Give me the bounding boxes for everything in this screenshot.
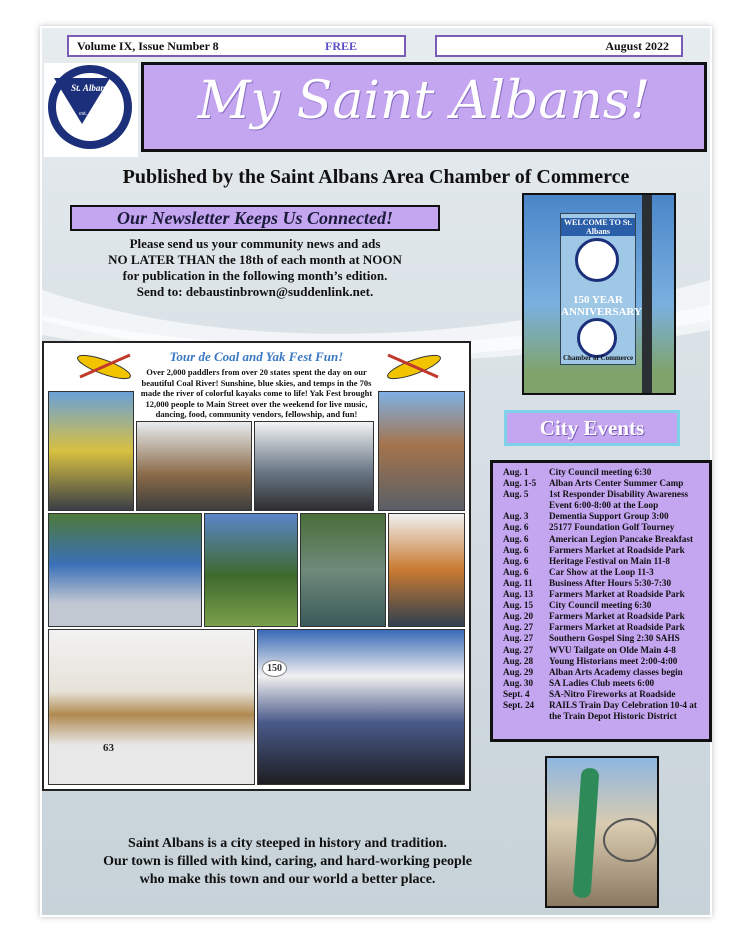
event-date: Aug. 6 [503, 566, 529, 577]
instruction-line-2: NO LATER THAN the 18th of each month at NOON [108, 252, 402, 267]
collage-description: Over 2,000 paddlers from over 20 states spent the day on our beautiful Coal River! Sunshine, blue skies, and temps in the 70s made the river of colorful kayaks come to life! Yak Fest brought 12,000 people to Main Street over the weekend for live music, dancing, food, community vendors, fellowship, and fun! [140, 367, 373, 419]
kayak-icon-left [74, 349, 138, 381]
event-text: Southern Gospel Sing 2:30 SAHS [549, 633, 680, 644]
photo-paddlers-dock [388, 513, 465, 627]
chamber-seal-logo [44, 63, 138, 157]
banner-org: Chamber of Commerce [562, 354, 634, 362]
volume-issue: Volume IX, Issue Number 8 [77, 39, 219, 53]
footer-line-3: who make this town and our world a better place. [139, 872, 436, 887]
masthead-title: My Saint Albans! [197, 71, 651, 131]
event-row [503, 689, 705, 700]
banner-welcome: WELCOME TO St. Albans [561, 218, 635, 236]
event-date: Aug. 5 [503, 489, 529, 500]
event-date: Aug. 1 [503, 467, 529, 477]
event-row [503, 667, 705, 678]
event-row [503, 645, 705, 656]
collage-title: Tour de Coal and Yak Fest Fun! [169, 349, 344, 364]
volume-box [67, 35, 406, 57]
event-row [503, 522, 705, 533]
event-text: Heritage Festival on Main 11-8 [549, 555, 670, 566]
masthead [141, 62, 707, 152]
event-row [503, 589, 705, 600]
event-text: City Council meeting 6:30 [549, 467, 652, 477]
event-row [503, 656, 705, 667]
anniversary-banner [560, 213, 642, 365]
event-date: Aug. 6 [503, 555, 529, 566]
photo-river-kayak [300, 513, 386, 627]
event-text: Farmers Market at Roadside Park [549, 544, 685, 555]
event-text: 25177 Foundation Golf Tourney [549, 522, 675, 533]
event-date: Aug. 27 [503, 644, 534, 655]
event-row [503, 478, 705, 489]
footer-line-2: Our town is filled with kind, caring, and hard-working people [103, 854, 472, 869]
date-box [435, 35, 683, 57]
event-date: Aug. 13 [503, 589, 534, 600]
footer-text [60, 835, 515, 889]
event-text: Dementia Support Group 3:00 [549, 511, 669, 522]
event-row [503, 545, 705, 556]
photo-kayaks-crowd [48, 513, 202, 627]
bike-street-photo [545, 756, 659, 908]
event-date: Aug. 6 [503, 522, 529, 533]
event-text: City Council meeting 6:30 [549, 600, 652, 611]
event-text: Farmers Market at Roadside Park [549, 622, 685, 633]
event-row [503, 633, 705, 644]
photo-balcony [48, 629, 255, 785]
instruction-email[interactable]: Send to: debaustinbrown@suddenlink.net. [136, 284, 374, 299]
event-row [503, 567, 705, 578]
event-text: Alban Arts Academy classes begin [549, 666, 683, 677]
price-label: FREE [325, 39, 358, 53]
event-date: Sept. 4 [503, 688, 530, 699]
instruction-line-3: for publication in the following month’s edition. [122, 268, 388, 283]
paddle-board [572, 768, 599, 899]
lamp-pole [642, 195, 652, 393]
event-date: Aug. 3 [503, 511, 529, 522]
event-date: Sept. 24 [503, 699, 535, 710]
banner-seal-icon [575, 238, 619, 282]
seal-name: St. Albans [71, 83, 109, 93]
photo-collage [42, 341, 471, 791]
event-row [503, 511, 705, 522]
event-date: Aug. 29 [503, 666, 534, 677]
event-row [503, 467, 705, 478]
event-date: Aug. 11 [503, 577, 533, 588]
event-date: Aug. 27 [503, 633, 534, 644]
event-date: Aug. 28 [503, 655, 534, 666]
event-text: Young Historians meet 2:00-4:00 [549, 655, 678, 666]
event-row [503, 700, 705, 722]
event-date: Aug. 20 [503, 611, 534, 622]
event-text: SA Ladies Club meets 6:00 [549, 677, 655, 688]
seal-est: est. 1932 [79, 111, 101, 117]
photo-booth-people [136, 421, 252, 511]
event-date: Aug. 30 [503, 677, 534, 688]
event-row [503, 578, 705, 589]
event-text: Business After Hours 5:30-7:30 [549, 577, 672, 588]
photo-music-stage [257, 629, 465, 785]
event-date: Aug. 6 [503, 544, 529, 555]
event-text: Alban Arts Center Summer Camp [549, 478, 684, 489]
event-row [503, 489, 705, 511]
event-date: Aug. 27 [503, 622, 534, 633]
instruction-line-1: Please send us your community news and ads [129, 236, 381, 251]
event-text: RAILS Train Day Celebration 10-4 at the Train Depot Historic District [549, 699, 697, 722]
event-text: American Legion Pancake Breakfast [549, 533, 694, 544]
event-text: 1st Responder Disability Awareness Event 6:00-8:00 at the Loop [549, 489, 689, 511]
event-row [503, 611, 705, 622]
event-text: Car Show at the Loop 11-3 [549, 566, 654, 577]
event-text: WVU Tailgate on Olde Main 4-8 [549, 644, 676, 655]
street-banner-photo [522, 193, 676, 395]
stage-sign-150: 150 [262, 660, 287, 677]
event-text: Farmers Market at Roadside Park [549, 611, 685, 622]
banner-chamber-seal-icon [577, 318, 617, 358]
event-row [503, 556, 705, 567]
photo-vendor-tent [48, 391, 134, 511]
event-row [503, 678, 705, 689]
published-by: Published by the Saint Albans Area Chamber of Commerce [122, 166, 630, 188]
event-row [503, 622, 705, 633]
newsletter-heading: Our Newsletter Keeps Us Connected! [70, 205, 440, 231]
photo-paddle-field [204, 513, 298, 627]
house-number: 63 [103, 742, 114, 754]
event-date: Aug. 15 [503, 600, 534, 611]
event-text: Farmers Market at Roadside Park [549, 589, 685, 600]
event-row [503, 600, 705, 611]
city-events-heading: City Events [504, 410, 680, 446]
newsletter-instructions [70, 236, 440, 300]
event-date: Aug. 1-5 [503, 478, 537, 489]
bike-wheel [603, 818, 657, 862]
city-events-list [490, 460, 712, 742]
banner-years: 150 YEAR ANNIVERSARY [561, 294, 642, 318]
event-row [503, 534, 705, 545]
issue-date: August 2022 [605, 39, 669, 53]
footer-line-1: Saint Albans is a city steeped in history and tradition. [128, 836, 447, 851]
photo-main-street [378, 391, 465, 511]
seal-ring [48, 65, 132, 149]
event-text: SA-Nitro Fireworks at Roadside [549, 688, 676, 699]
event-date: Aug. 6 [503, 533, 529, 544]
photo-chamber-booth [254, 421, 374, 511]
kayak-icon-right [380, 349, 444, 381]
